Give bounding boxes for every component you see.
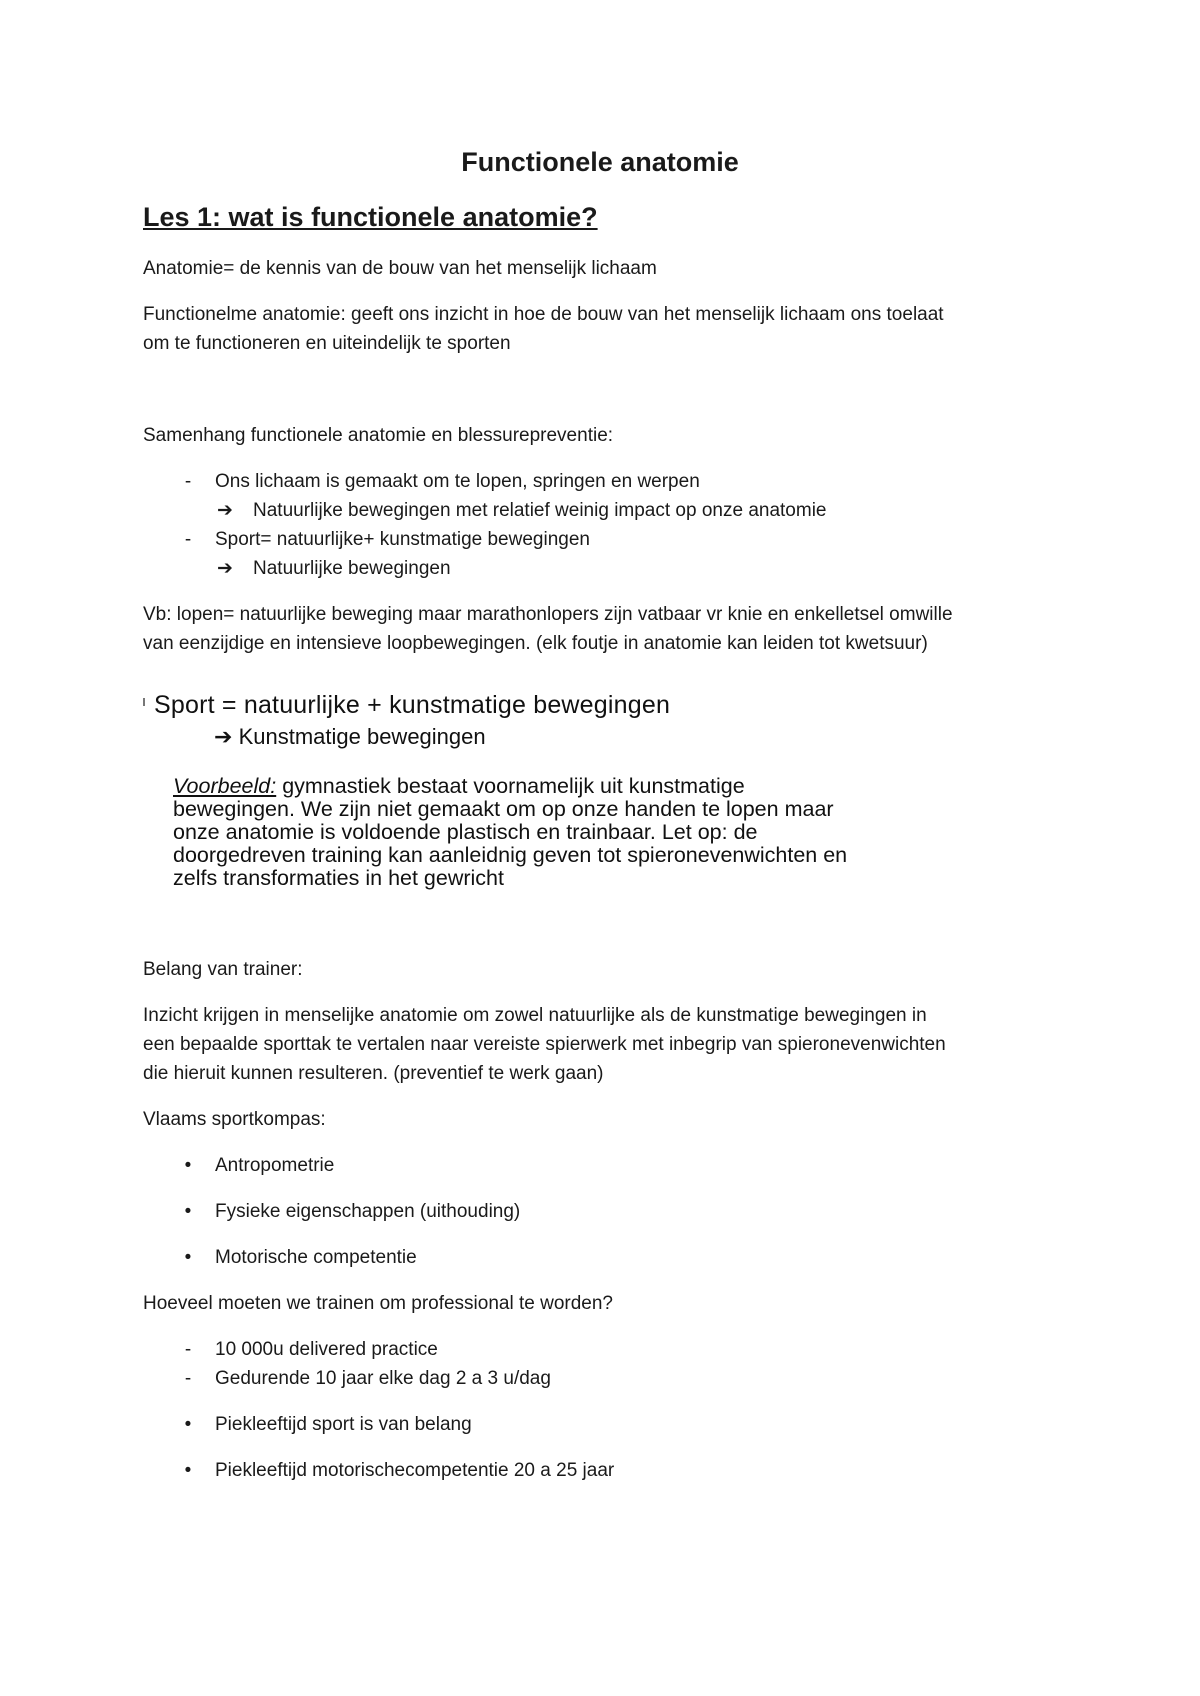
lesson-heading: Les 1: wat is functionele anatomie? bbox=[143, 202, 598, 232]
voorbeeld-line-1: Vb: lopen= natuurlijke beweging maar marathonlopers zijn vatbaar vr knie en enkelletsel omwille bbox=[143, 604, 953, 625]
bullet-marker: • bbox=[184, 1201, 192, 1222]
sub-item bbox=[217, 554, 451, 583]
image-edge-mark bbox=[143, 698, 145, 706]
document-title: Functionele anatomie bbox=[461, 147, 739, 177]
list-item-text: Motorische competentie bbox=[215, 1247, 417, 1268]
belang-heading: Belang van trainer: bbox=[143, 959, 303, 980]
inzicht-line-1: Inzicht krijgen in menselijke anatomie om zowel natuurlijke als de kunstmatige bewegingen in bbox=[143, 1005, 927, 1026]
sub-item-text: Natuurlijke bewegingen bbox=[253, 558, 451, 579]
list-item-text: Gedurende 10 jaar elke dag 2 a 3 u/dag bbox=[215, 1368, 551, 1389]
voorbeeld-label: Voorbeeld: bbox=[173, 774, 277, 798]
list-item-text: Antropometrie bbox=[215, 1155, 335, 1176]
hoeveel-heading: Hoeveel moeten we trainen om professional te worden? bbox=[143, 1293, 613, 1314]
list-item-text: Fysieke eigenschappen (uithouding) bbox=[215, 1201, 521, 1222]
bullet-marker: • bbox=[184, 1414, 192, 1435]
functionele-anatomie-line-1: Functionelme anatomie: geeft ons inzicht in hoe de bouw van het menselijk lichaam ons toelaat bbox=[143, 304, 944, 325]
bullet-marker: • bbox=[184, 1155, 192, 1176]
slide-body-line-5: zelfs transformaties in het gewricht bbox=[173, 866, 504, 890]
arrow-icon: ➔ bbox=[217, 558, 233, 579]
sportkompas-heading: Vlaams sportkompas: bbox=[143, 1109, 326, 1130]
slide-body-line-4: doorgedreven training kan aanleidnig geven tot spieronevenwichten en bbox=[173, 843, 848, 867]
slide-body-line-2: bewegingen. We zijn niet gemaakt om op onze handen te lopen maar bbox=[173, 797, 834, 821]
functionele-anatomie-line-2: om te functioneren en uiteindelijk te sporten bbox=[143, 333, 511, 354]
arrow-icon: ➔ bbox=[217, 500, 233, 521]
voorbeeld-line-2: van eenzijdige en intensieve loopbewegingen. (elk foutje in anatomie kan leiden tot kwetsuur) bbox=[143, 633, 928, 654]
list-item-text: Piekleeftijd sport is van belang bbox=[215, 1414, 472, 1435]
list-item-text: Ons lichaam is gemaakt om te lopen, springen en werpen bbox=[215, 471, 700, 492]
dash-marker: - bbox=[184, 1339, 192, 1360]
list-item-text: Piekleeftijd motorischecompetentie 20 a 25 jaar bbox=[215, 1460, 615, 1481]
slide-line-1: Sport = natuurlijke + kunstmatige bewegingen bbox=[154, 691, 671, 719]
samenhang-heading: Samenhang functionele anatomie en blessurepreventie: bbox=[143, 425, 614, 446]
list-item-text: 10 000u delivered practice bbox=[215, 1339, 438, 1360]
slide-body bbox=[173, 775, 847, 890]
slide-body-line-3: onze anatomie is voldoende plastisch en trainbaar. Let op: de bbox=[173, 820, 758, 844]
bullet-marker: • bbox=[184, 1247, 192, 1268]
dash-marker: - bbox=[184, 1368, 192, 1389]
inzicht-line-3: die hieruit kunnen resulteren. (preventief te werk gaan) bbox=[143, 1063, 604, 1084]
dash-marker: - bbox=[184, 471, 192, 492]
sub-item-text: Natuurlijke bewegingen met relatief weinig impact op onze anatomie bbox=[253, 500, 827, 521]
arrow-icon: ➔ bbox=[214, 724, 233, 749]
slide-line-2-text: Kunstmatige bewegingen bbox=[238, 724, 486, 749]
inzicht-line-2: een bepaalde sporttak te vertalen naar vereiste spierwerk met inbegrip van spieronevenwichten bbox=[143, 1034, 946, 1055]
slide-line-2 bbox=[214, 724, 486, 750]
sub-item bbox=[217, 496, 827, 525]
anatomie-definition: Anatomie= de kennis van de bouw van het menselijk lichaam bbox=[143, 258, 657, 279]
bullet-marker: • bbox=[184, 1460, 192, 1481]
dash-marker: - bbox=[184, 529, 192, 550]
slide-body-line-1: gymnastiek bestaat voornamelijk uit kunstmatige bbox=[282, 774, 745, 798]
list-item-text: Sport= natuurlijke+ kunstmatige bewegingen bbox=[215, 529, 590, 550]
embedded-slide-image bbox=[143, 690, 1048, 922]
